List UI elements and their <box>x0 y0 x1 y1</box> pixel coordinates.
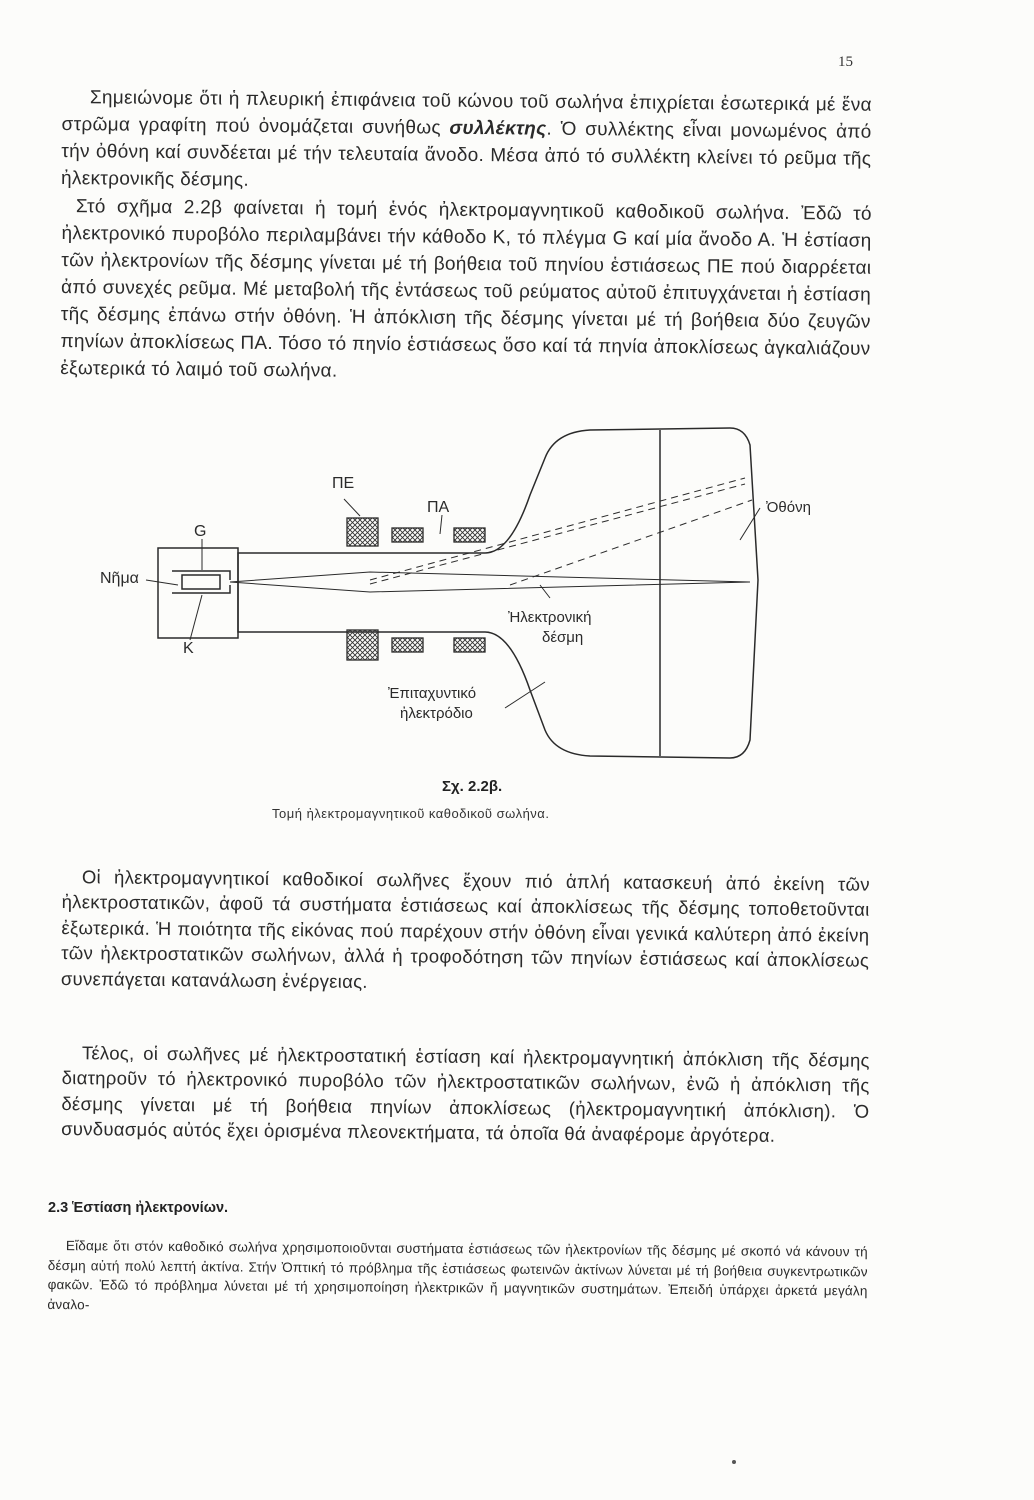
figure-caption-text: Τομή ἠλεκτρομαγνητικοῦ καθοδικοῦ σωλήνα. <box>272 806 550 821</box>
figure-caption-label: Σχ. 2.2β. <box>442 778 503 795</box>
label-grid: G <box>194 523 207 540</box>
paragraph-figure-description: Στό σχῆμα 2.2β φαίνεται ἡ τομή ἑνός ἠλεκτρομαγνητικοῦ καθοδικοῦ σωλήνα. Ἐδῶ τό ἠλεκτρονικό πυροβόλο περιλαμβάνει τήν κάθοδο Κ, τό πλέγμα G καί μία ἄνοδο Α. Ἡ ἑστίαση τῶν ἠλεκτρονίων τῆς δέσμης γίνεται μέ τή βοήθεια τοῦ πηνίου ἑστιάσεως ΠΕ πού διαρρέεται ἀπό συνεχές ρεῦμα. Μέ μεταβολή τῆς ἐντάσεως τοῦ ρεύματος αὐτοῦ ἐπιτυγχάνεται ἡ ἑστίαση τῆς δέσμης ἐπάνω στήν ὀθόνη. Ἡ ἀπόκλιση τῆς δέσμης γίνεται μέ τή βοήθεια δύο ζευγῶν πηνίων ἀποκλίσεως ΠΑ. Τόσο τό πηνίο ἑστιάσεως ὅσο καί τά πηνία ἀποκλίσεως ἀγκαλιάζουν ἐξωτερικά τό λαιμό τοῦ σωλήνα. <box>60 196 872 382</box>
deflection-coil-bottom-left <box>392 638 423 652</box>
keyword-collector: συλλέκτης <box>449 117 547 140</box>
speck <box>732 1460 736 1464</box>
paragraph-focusing: Εἴδαμε ὅτι στόν καθοδικό σωλήνα χρησιμοποιοῦνται συστήματα ἑστιάσεως τῶν ἠλεκτρονίων τῆς δέσμης μέ σκοπό νά κάνουν τή δέσμη αὐτή πολύ λεπτή ἀκτίνα. Στήν Ὀπτική τό πρόβλημα τῆς ἑστιάσεως φωτεινῶν ἀκτίνων λύνεται μέ τή βοήθεια συγκεντρωτικῶν φακῶν. Ἐδῶ τό πρόβλημα λύνεται μέ τή χρησιμοποίηση ἠλεκτρικῶν ἤ μαγνητικῶν συστημάτων. Ἐπειδή ὑπάρχει ἀρκετά μεγάλη ἀναλο- <box>47 1238 868 1313</box>
label-screen: Ὀθόνη <box>766 499 811 516</box>
paragraph-hybrid-tubes: Τέλος, οἱ σωλῆνες μέ ἠλεκτροστατική ἑστίαση καί ἠλεκτρομαγνητική ἀπόκλιση τῆς δέσμης διατηροῦν τό ἠλεκτρονικό πυροβόλο τῶν ἠλεκτροστατικῶν σωλήνων, ἐνῶ ἡ ἀπόκλιση τῆς δέσμης γίνεται μέ τή βοήθεια πηνίων ἀποκλίσεως (ἠλεκτρομαγνητική ἀπόκλιση). Ὁ συνδυασμός αὐτός ἔχει ὁρισμένα πλεονεκτήματα, τά ὁποῖα θά ἀναφέρομε ἀργότερα. <box>61 1042 870 1147</box>
deflection-coil-top-left <box>392 528 423 542</box>
label-accelerating-electrode-1: Ἐπιταχυντικό <box>388 685 477 702</box>
tube-outline <box>238 428 758 758</box>
focus-coil-top <box>347 518 378 546</box>
label-electron-beam-2: δέσμη <box>542 629 584 646</box>
label-filament: Νῆμα <box>100 570 139 587</box>
paragraph-collector <box>61 84 872 200</box>
label-deflection-coils: ΠΑ <box>427 499 450 516</box>
label-electron-beam-1: Ἠλεκτρονική <box>508 609 592 626</box>
page-number: 15 <box>838 54 853 70</box>
label-cathode: K <box>183 640 194 657</box>
deflection-coil-bottom-right <box>454 638 485 652</box>
section-heading: 2.3 Ἑστίαση ἠλεκτρονίων. <box>48 1200 229 1216</box>
paragraph-em-tubes: Οἱ ἠλεκτρομαγνητικοί καθοδικοί σωλῆνες ἔχουν πιό ἁπλή κατασκευή ἀπό ἐκείνη τῶν ἠλεκτροστατικῶν, ἀφοῦ τά συστήματα ἑστιάσεως καί ἀποκλίσεως τῆς δέσμης τοποθετοῦνται ἐξωτερικά. Ἡ ποιότητα τῆς εἰκόνας πού παρέχουν στήν ὀθόνη εἶναι γενικά καλύτερη ἀπό ἐκείνη τῶν ἠλεκτροστατικῶν σωλήνων, ἀλλά ἡ τροφοδότηση τῶν πηνίων ἑστιάσεως καί ἀποκλίσεως συνεπάγεται κατανάλωση ἐνέργειας. <box>60 866 870 992</box>
deflection-coil-top-right <box>454 528 485 542</box>
label-focus-coil: ΠΕ <box>332 475 355 492</box>
deflected-beam <box>370 478 745 580</box>
paragraph-collector-text-2: . Ὁ συλλέκτης εἶναι μονωμένος ἀπό τήν ὀθόνη καί συνδέεται μέ τήν τελευταία ἄνοδο. Μέσα ἀπό τό συλλέκτη κλείνει τό ρεῦμα τῆς ἠλεκτρονικῆς δέσμης. <box>60 118 872 191</box>
label-accelerating-electrode-2: ἠλεκτρόδιο <box>400 705 473 722</box>
electron-beam <box>230 572 750 582</box>
focus-coil-bottom <box>347 630 378 660</box>
paragraph-collector-text-1: Σημειώνομε ὅτι ἡ πλευρική ἐπιφάνεια τοῦ κώνου τοῦ σωλήνα ἐπιχρίεται ἐσωτερικά μέ ἕνα στρῶμα γραφίτη πού ὀνομάζεται συνήθως <box>61 87 872 139</box>
cathode <box>182 575 220 589</box>
crt-cross-section-diagram <box>90 420 830 780</box>
